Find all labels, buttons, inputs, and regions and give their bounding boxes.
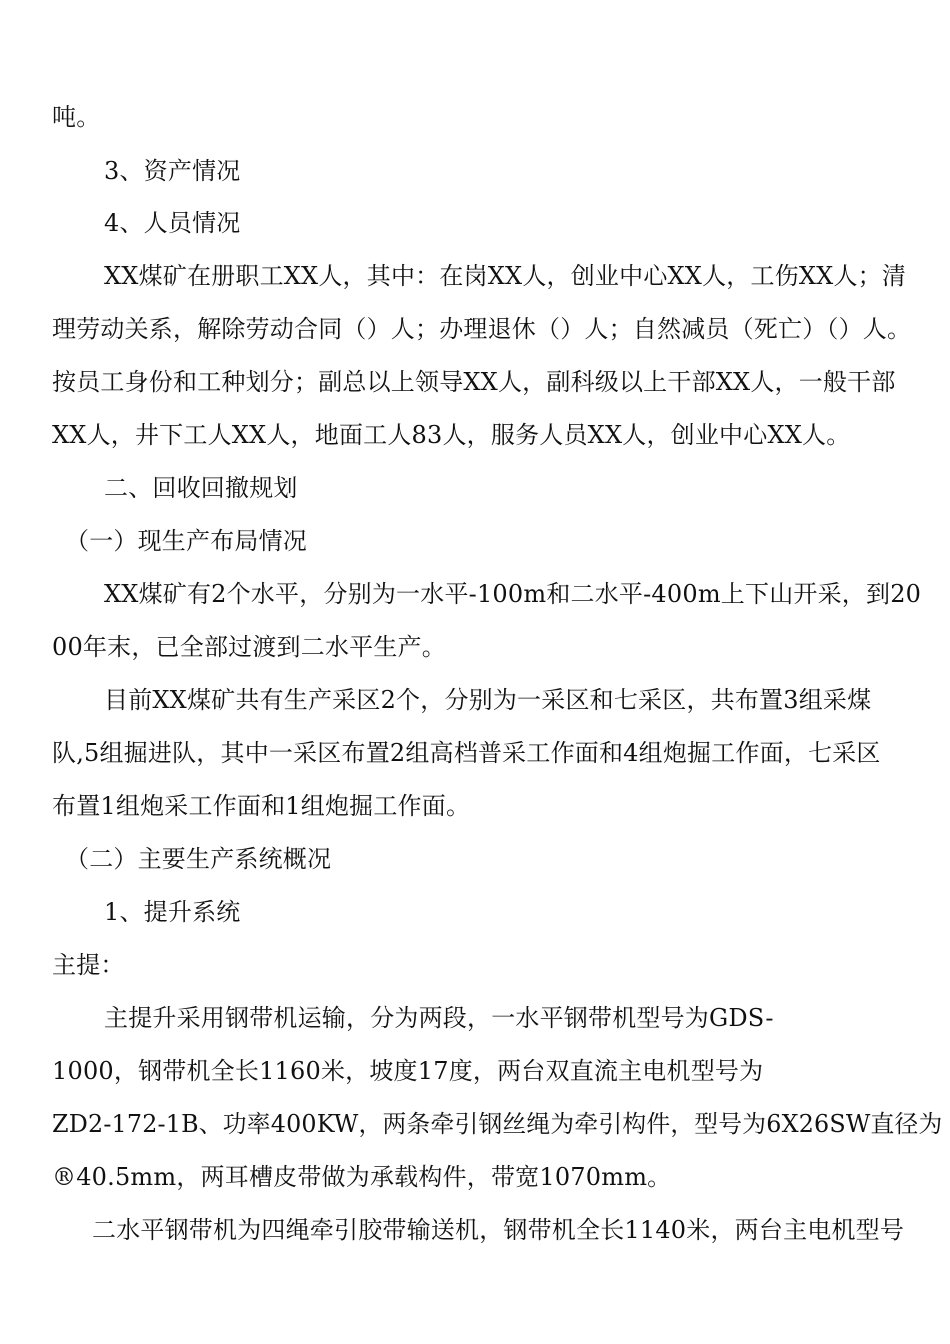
text-line: 主提升采用钢带机运输，分为两段，一水平钢带机型号为GDS-: [104, 1004, 774, 1032]
text-line: 按员工身份和工种划分；副总以上领导XX人，副科级以上干部XX人，一般干部: [52, 368, 896, 396]
text-line: 理劳动关系，解除劳动合同（）人；办理退休（）人；自然减员（死亡）（）人。: [52, 315, 912, 343]
text-line: 00年末，已全部过渡到二水平生产。: [52, 633, 446, 661]
section-heading: 1、提升系统: [104, 898, 241, 926]
section-heading: （一）现生产布局情况: [65, 527, 307, 555]
section-heading: 3、资产情况: [104, 157, 241, 185]
text-line: 目前XX煤矿共有生产采区2个，分别为一采区和七采区，共布置3组采煤: [104, 686, 872, 714]
text-line: ZD2-172-1B、功率400KW，两条牵引钢丝绳为牵引构件，型号为6X26SW直径为: [52, 1110, 943, 1138]
text-line: 队,5组掘进队，其中一采区布置2组高档普采工作面和4组炮掘工作面，七采区: [52, 739, 881, 767]
text-line: XX煤矿有2个水平，分别为一水平-100m和二水平-400m上下山开采，到20: [104, 580, 922, 608]
section-heading: 4、人员情况: [104, 209, 241, 237]
text-line: 吨。: [52, 103, 101, 131]
text-line: 布置1组炮采工作面和1组炮掘工作面。: [52, 792, 471, 820]
section-heading: （二）主要生产系统概况: [65, 845, 332, 873]
text-line: XX煤矿在册职工XX人，其中：在岗XX人，创业中心XX人，工伤XX人；清: [104, 262, 907, 290]
text-line: 主提：: [52, 951, 125, 979]
text-line: 二水平钢带机为四绳牵引胶带输送机，钢带机全长1140米，两台主电机型号: [92, 1216, 905, 1244]
text-line: 1000，钢带机全长1160米，坡度17度，两台双直流主电机型号为: [52, 1057, 764, 1085]
text-line: ®40.5mm，两耳槽皮带做为承载构件，带宽1070mm。: [52, 1163, 672, 1191]
text-line: XX人，井下工人XX人，地面工人83人，服务人员XX人，创业中心XX人。: [52, 421, 851, 449]
section-heading: 二、回收回撤规划: [104, 474, 298, 502]
